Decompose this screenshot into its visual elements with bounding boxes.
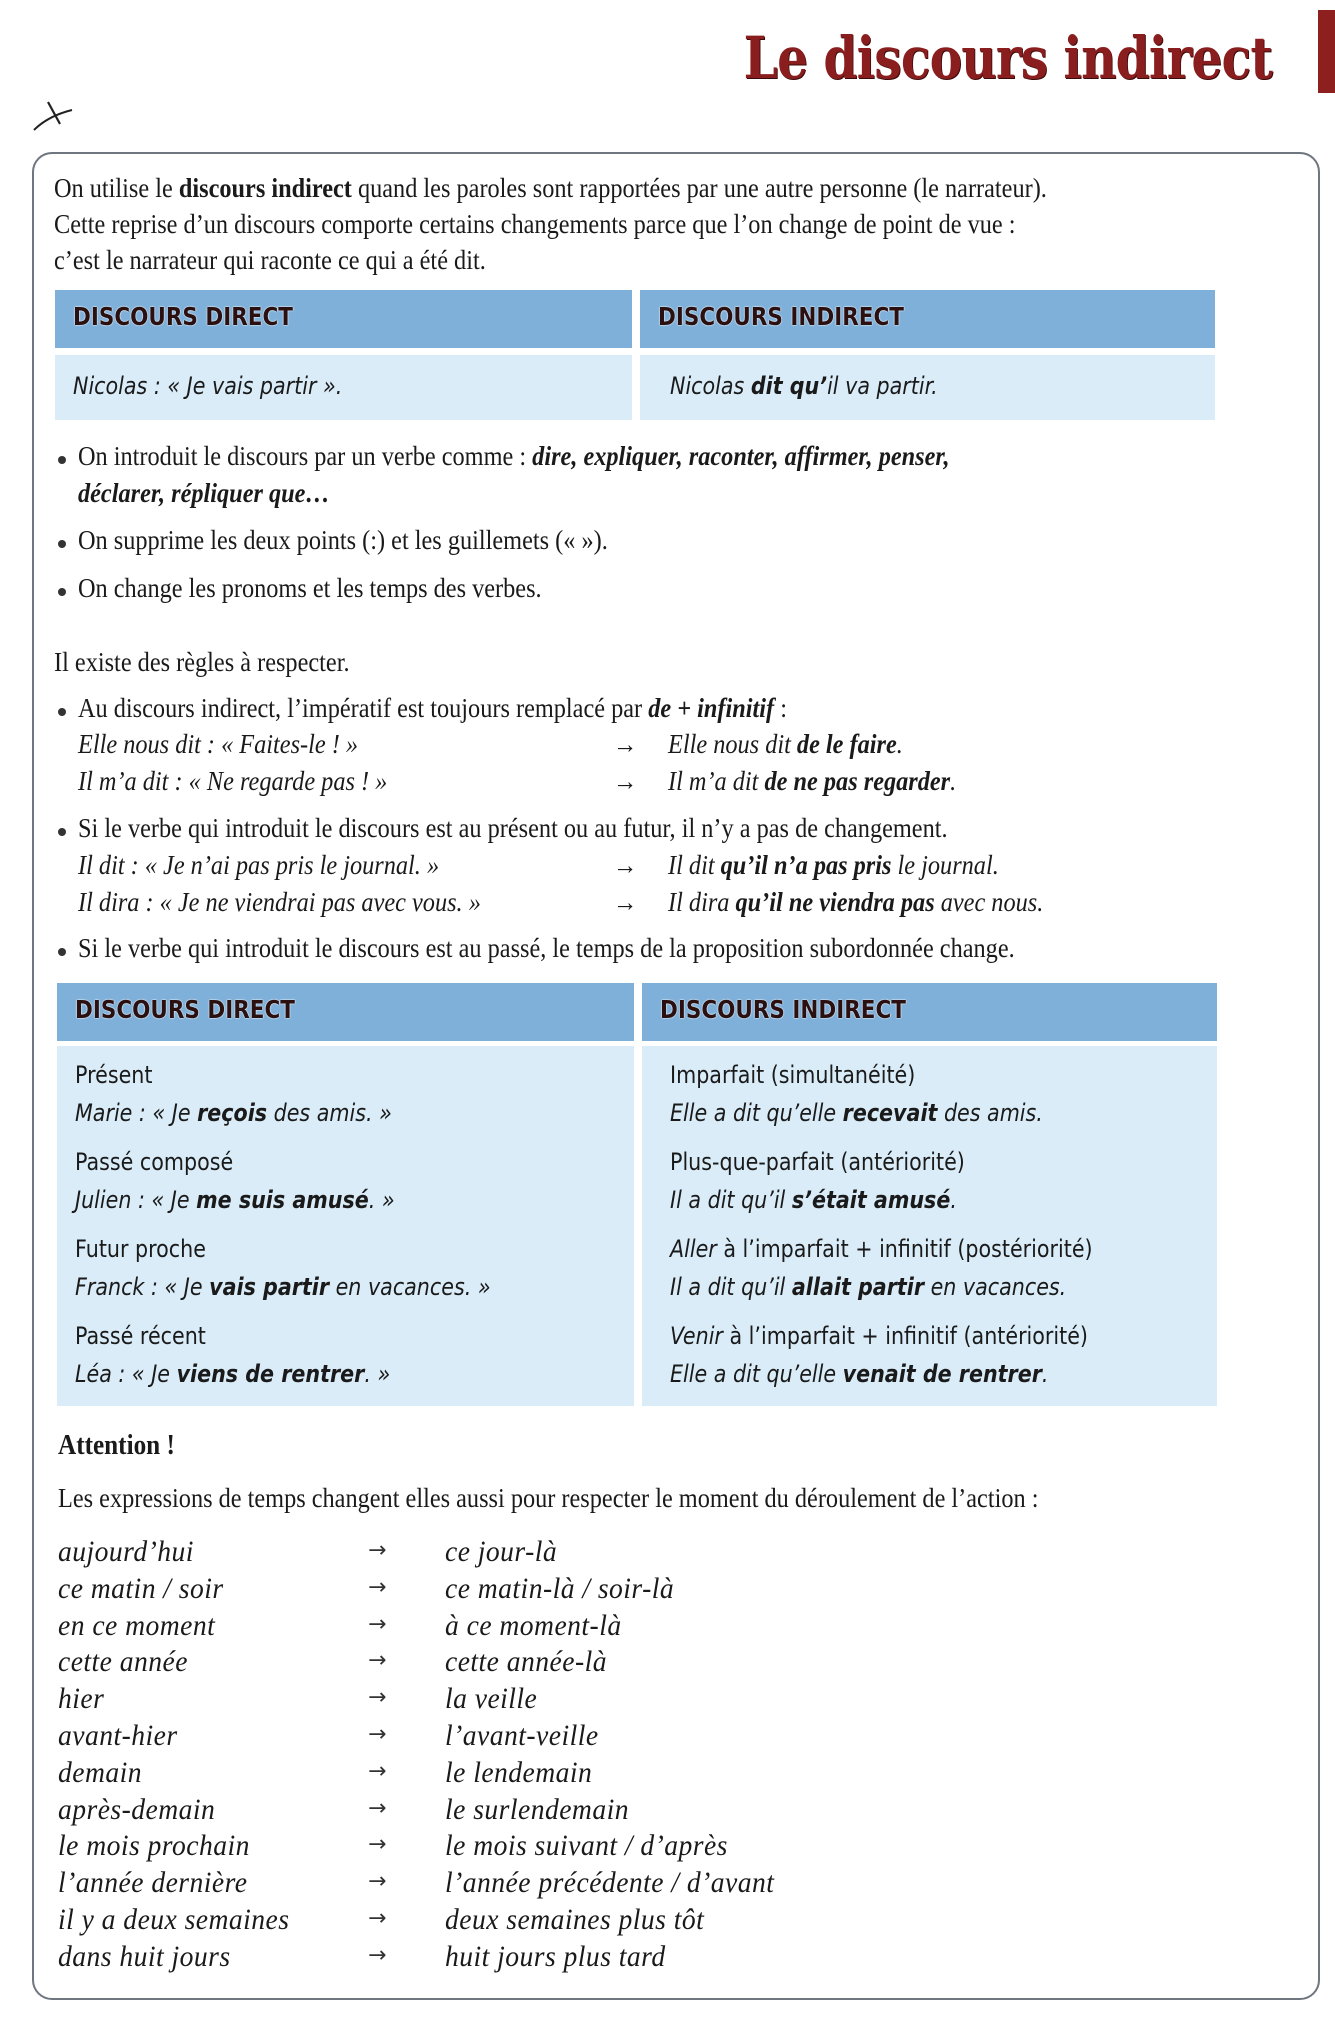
table1-header-direct: DISCOURS DIRECT (55, 290, 632, 348)
arrow-icon: → (368, 1759, 387, 1784)
table1-header-indirect: DISCOURS INDIRECT (640, 290, 1215, 348)
arrow-icon: → (613, 766, 638, 796)
time-expression-indirect: ce jour-là (445, 1535, 558, 1568)
table2-indirect-example: Elle a dit qu’elle venait de rentrer. (670, 1360, 1049, 1388)
arrow-icon: → (368, 1612, 387, 1637)
time-expression-indirect: deux semaines plus tôt (445, 1903, 705, 1936)
table2-direct-example: Franck : « Je vais partir en vacances. » (75, 1273, 491, 1301)
time-expression-indirect: la veille (445, 1682, 538, 1715)
arrow-icon: → (368, 1538, 387, 1563)
arrow-icon: → (613, 887, 638, 917)
time-expression-direct: en ce moment (58, 1609, 216, 1642)
arrow-icon: → (368, 1796, 387, 1821)
time-expression-direct: l’année dernière (58, 1866, 248, 1899)
rule2-example-1-left: Il dit : « Je n’ai pas pris le journal. » (78, 850, 440, 880)
time-expression-indirect: le mois suivant / d’après (445, 1829, 728, 1862)
time-expression-direct: demain (58, 1756, 143, 1789)
time-expression-direct: ce matin / soir (58, 1572, 224, 1605)
bullet-suppress: On supprime les deux points (:) et les guillemets (« »). (78, 525, 608, 555)
table2-direct-example: Léa : « Je viens de rentrer. » (75, 1360, 391, 1388)
arrow-icon: → (368, 1906, 387, 1931)
time-expression-indirect: l’avant-veille (445, 1719, 599, 1752)
intro-line-2: Cette reprise d’un discours comporte certains changements parce que l’on change de point de vue : (54, 209, 1016, 239)
bullet-change: On change les pronoms et les temps des verbes. (78, 573, 542, 603)
time-expression-direct: après-demain (58, 1793, 216, 1826)
bullet-intro-verbs-cont: déclarer, répliquer que… (78, 478, 330, 508)
table2-indirect-example: Elle a dit qu’elle recevait des amis. (670, 1099, 1043, 1127)
rule-past: Si le verbe qui introduit le discours est au passé, le temps de la proposition subordonnée change. (78, 933, 1015, 963)
arrow-icon: → (613, 729, 638, 759)
rule1-example-2-left: Il m’a dit : « Ne regarde pas ! » (78, 766, 388, 796)
arrow-icon: → (368, 1648, 387, 1673)
intro-line-1: On utilise le discours indirect quand les paroles sont rapportées par une autre personne (le narrateur). (54, 173, 1047, 203)
table2-header-indirect: DISCOURS INDIRECT (642, 983, 1217, 1041)
rule2-example-2-right: Il dira qu’il ne viendra pas avec nous. (668, 887, 1044, 917)
arrow-icon: → (368, 1685, 387, 1710)
title-accent-bar (1318, 10, 1335, 93)
bullet-dot (58, 540, 66, 548)
intro-line-3: c’est le narrateur qui raconte ce qui a été dit. (54, 245, 486, 275)
table2-direct-tense: Passé composé (75, 1148, 234, 1176)
table2-indirect-tense: Plus-que-parfait (antériorité) (670, 1148, 965, 1176)
table2-indirect-example: Il a dit qu’il allait partir en vacances. (670, 1273, 1067, 1301)
bullet-dot (58, 708, 66, 716)
time-expression-indirect: l’année précédente / d’avant (445, 1866, 775, 1899)
table2-direct-tense: Futur proche (75, 1235, 206, 1263)
time-expression-indirect: le lendemain (445, 1756, 593, 1789)
bullet-dot (58, 948, 66, 956)
time-expression-indirect: ce matin-là / soir-là (445, 1572, 675, 1605)
arrow-icon: → (613, 850, 638, 880)
table1-cell-indirect: Nicolas dit qu’il va partir. (640, 355, 1215, 420)
table1-cell-direct: Nicolas : « Je vais partir ». (55, 355, 632, 420)
arrow-icon: → (368, 1832, 387, 1857)
page-title: Le discours indirect (743, 24, 1272, 92)
arrow-icon: → (368, 1869, 387, 1894)
time-expression-indirect: à ce moment-là (445, 1609, 622, 1642)
bullet-dot (58, 588, 66, 596)
rule1-example-1-right: Elle nous dit de le faire. (668, 729, 903, 759)
table2-indirect-tense: Aller à l’imparfait + infinitif (postériorité) (670, 1235, 1093, 1263)
table2-direct-example: Marie : « Je reçois des amis. » (75, 1099, 392, 1127)
bullet-dot (58, 456, 66, 464)
table2-direct-example: Julien : « Je me suis amusé. » (75, 1186, 395, 1214)
attention-text: Les expressions de temps changent elles aussi pour respecter le moment du déroulement de l’action : (58, 1483, 1039, 1513)
rule-imperative: Au discours indirect, l’impératif est toujours remplacé par de + infinitif : (78, 693, 787, 723)
time-expression-direct: le mois prochain (58, 1829, 250, 1862)
time-expression-direct: il y a deux semaines (58, 1903, 290, 1936)
time-expression-direct: cette année (58, 1645, 188, 1678)
time-expression-direct: aujourd’hui (58, 1535, 194, 1568)
time-expression-direct: avant-hier (58, 1719, 178, 1752)
time-expression-direct: dans huit jours (58, 1940, 231, 1973)
rule1-example-2-right: Il m’a dit de ne pas regarder. (668, 766, 957, 796)
table2-header-direct: DISCOURS DIRECT (57, 983, 634, 1041)
time-expression-indirect: le surlendemain (445, 1793, 629, 1826)
attention-title: Attention ! (58, 1430, 175, 1461)
rule1-example-1-left: Elle nous dit : « Faites-le ! » (78, 729, 359, 759)
time-expression-direct: hier (58, 1682, 105, 1715)
rule2-example-2-left: Il dira : « Je ne viendrai pas avec vous. » (78, 887, 481, 917)
arrow-icon: → (368, 1722, 387, 1747)
arrow-icon: → (368, 1943, 387, 1968)
rule-present-future: Si le verbe qui introduit le discours est au présent ou au futur, il n’y a pas de changement. (78, 813, 948, 843)
table2-direct-tense: Passé récent (75, 1322, 206, 1350)
time-expression-indirect: huit jours plus tard (445, 1940, 666, 1973)
table2-indirect-tense: Venir à l’imparfait + infinitif (antériorité) (670, 1322, 1088, 1350)
time-expression-indirect: cette année-là (445, 1645, 607, 1678)
bullet-intro-verbs: On introduit le discours par un verbe comme : dire, expliquer, raconter, affirmer, penser, (78, 441, 950, 471)
arrow-icon: → (368, 1575, 387, 1600)
table2-indirect-tense: Imparfait (simultanéité) (670, 1061, 916, 1089)
pen-mark-icon (30, 96, 80, 136)
rules-intro: Il existe des règles à respecter. (54, 647, 350, 677)
rule2-example-1-right: Il dit qu’il n’a pas pris le journal. (668, 850, 999, 880)
bullet-dot (58, 828, 66, 836)
table2-indirect-example: Il a dit qu’il s’était amusé. (670, 1186, 957, 1214)
table2-direct-tense: Présent (75, 1061, 153, 1089)
